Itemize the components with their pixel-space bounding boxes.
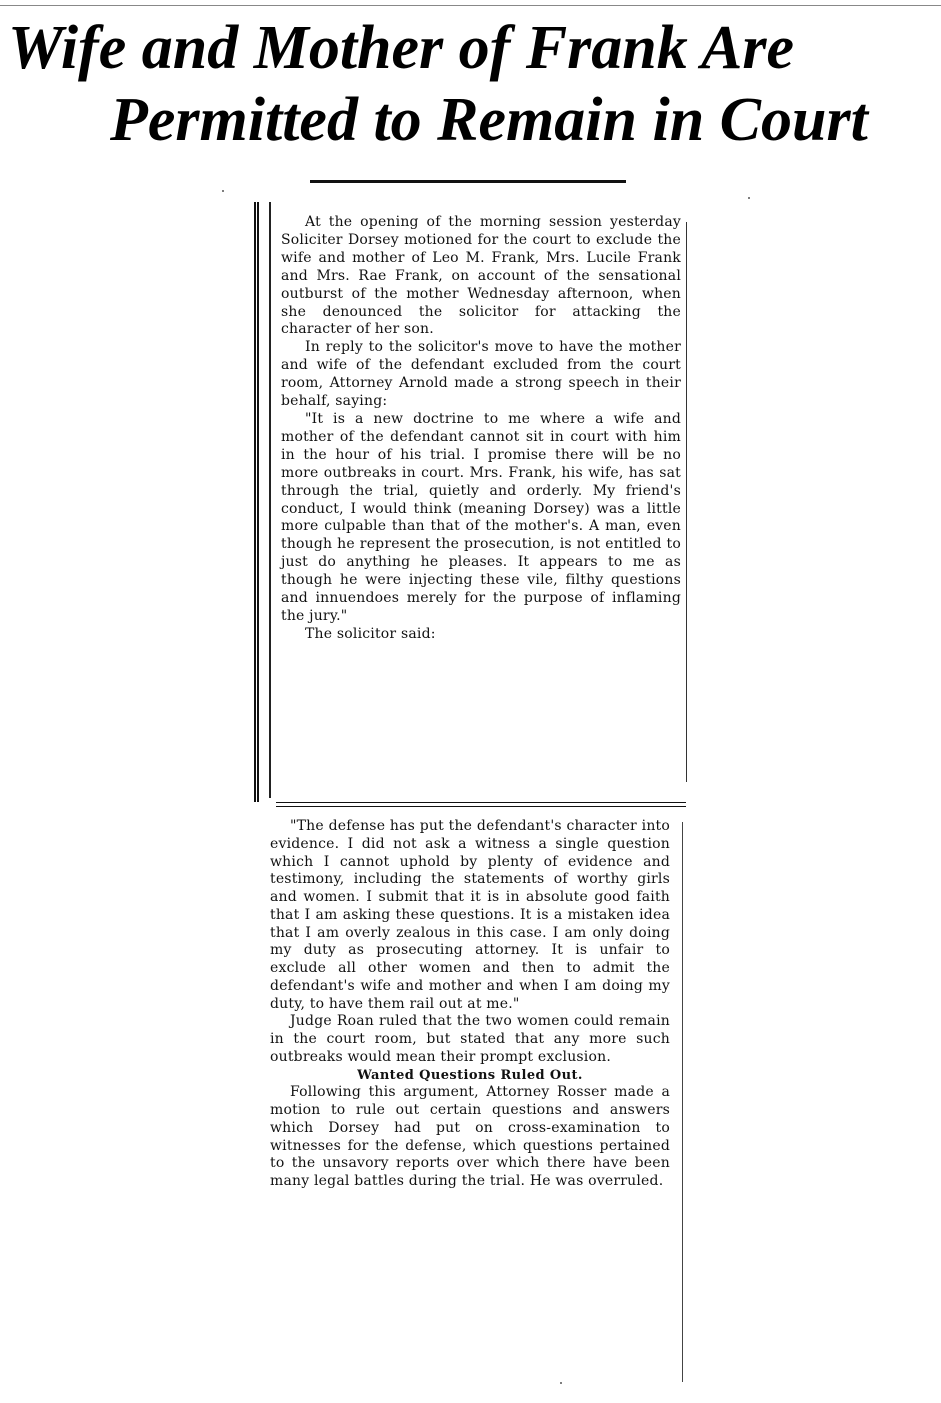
print-speck [748,197,750,199]
boxed-text [281,214,681,644]
body-paragraph-2: Judge Roan ruled that the two women could remain in the court room, but stated that any more such outbreaks would mean their prompt exclusion. [270,1013,670,1065]
print-speck [222,190,224,192]
headline-line-1: Wife and Mother of Frank Are [8,14,794,82]
article-body [270,818,670,1191]
box-inner-rule [269,202,271,798]
box-bottom-rule [276,802,686,807]
box-paragraph-3: "It is a new doctrine to me where a wife and mother of the defendant cannot sit in court with him in the hour of his trial. I promise there will be no more outbreaks in court. Mrs. Frank, his wife, has sat through the trial, quietly and orderly. My friend's conduct, I would think (meaning Dorsey) was a little more culpable than that of the mother's. A man, even though he represent the prosecution, is not entitled to just do anything he pleases. It appears to me as though he were injecting these vile, filthy questions and innuendoes merely for the purpose of inflaming the jury." [281,410,681,624]
headline-divider [310,180,626,183]
headline [0,12,941,156]
box-right-rule [686,222,687,782]
body-paragraph-final: Following this argument, Attorney Rosser made a motion to rule out certain questions and answers which Dorsey had put on cross-examination to witnesses for the defense, which questions pertained to the unsavory reports over which there have been many legal battles during the trial. He was overruled. [270,1084,670,1189]
print-speck [560,1382,562,1384]
box-paragraph-1: At the opening of the morning session yesterday Soliciter Dorsey motioned for the court to exclude the wife and mother of Leo M. Frank, Mrs. Lucile Frank and Mrs. Rae Frank, on account of the sensational outburst of the mother Wednesday afternoon, when she denounced the solicitor for attacking the character of her son. [281,214,681,338]
box-paragraph-2: In reply to the solicitor's move to have the mother and wife of the defendant excluded from the court room, Attorney Arnold made a strong speech in their behalf, saying: [281,339,681,410]
page-top-rule [0,0,941,6]
box-paragraph-4: The solicitor said: [305,625,436,642]
body-paragraph-1: "The defense has put the defendant's character into evidence. I did not ask a witness a single question which I cannot uphold by plenty of evidence and testimony, including the statements of worthy girls and women. I submit that it is in absolute good faith that I am asking these questions. It is a mistaken idea that I am overly zealous in this case. I am only doing my duty as prosecuting attorney. It is unfair to exclude all other women and then to admit the defendant's wife and mother and when I am doing my duty, to have them rail out at me." [270,818,670,1012]
column-rule [682,822,683,1382]
subheading: Wanted Questions Ruled Out. [357,1067,583,1083]
boxed-section [254,202,691,802]
headline-line-2: Permitted to Remain in Court [110,86,868,154]
